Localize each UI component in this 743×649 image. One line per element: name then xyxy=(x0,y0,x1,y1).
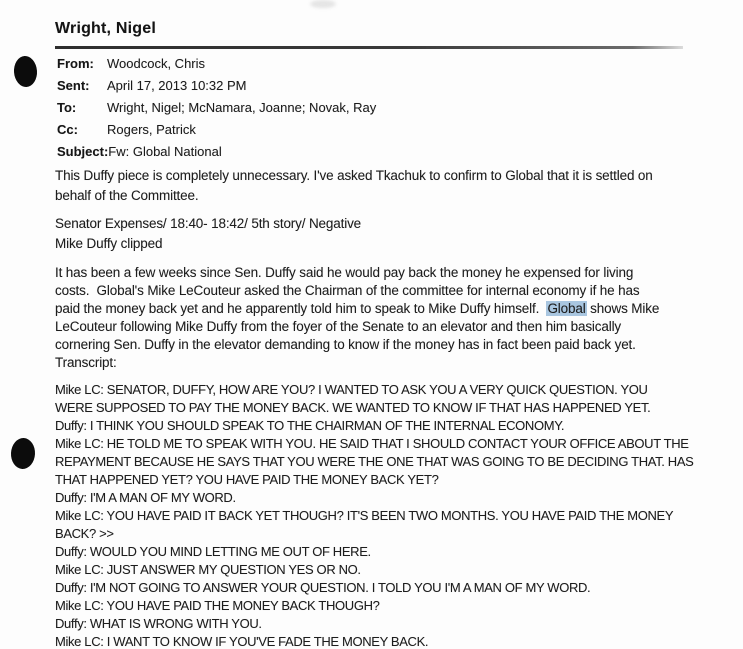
transcript-line: WERE SUPPOSED TO PAY THE MONEY BACK. WE WANTED TO KNOW IF THAT HAS HAPPENED YET. xyxy=(55,400,651,415)
transcript-line: REPAYMENT BECAUSE HE SAYS THAT YOU WERE THE ONE THAT WAS GOING TO BE DECIDING THAT. HAS xyxy=(55,454,694,469)
transcript-line: Duffy: I'M A MAN OF MY WORD. xyxy=(55,490,236,505)
field-value-from: Woodcock, Chris xyxy=(107,56,206,71)
title-divider xyxy=(55,46,683,49)
transcript-line: Duffy: I'M NOT GOING TO ANSWER YOUR QUESTION. I TOLD YOU I'M A MAN OF MY WORD. xyxy=(55,580,591,595)
field-value-sent: April 17, 2013 10:32 PM xyxy=(107,78,247,93)
transcript-line: Duffy: WHAT IS WRONG WITH YOU. xyxy=(55,616,262,631)
summary-line: Mike Duffy clipped xyxy=(55,235,163,251)
field-value-subject: Fw: Global National xyxy=(108,144,222,159)
highlighted-word: Global xyxy=(547,301,586,316)
field-label-sent: Sent: xyxy=(57,78,90,93)
report-line: Transcript: xyxy=(55,355,117,370)
intro-paragraph xyxy=(55,166,715,205)
transcript-line: Mike LC: I WANT TO KNOW IF YOU'VE FADE THE MONEY BACK. xyxy=(55,634,429,649)
scan-smudge xyxy=(310,0,336,8)
hole-punch-top xyxy=(13,55,38,88)
field-label-cc: Cc: xyxy=(57,122,78,137)
field-row-cc xyxy=(55,122,715,144)
transcript-line: Mike LC: HE TOLD ME TO SPEAK WITH YOU. HE SAID THAT I SHOULD CONTACT YOUR OFFICE ABOUT THE xyxy=(55,436,689,451)
transcript-line: Duffy: WOULD YOU MIND LETTING ME OUT OF HERE. xyxy=(55,544,371,559)
email-header xyxy=(55,56,715,166)
transcript-line: BACK? >> xyxy=(55,526,114,541)
hole-punch-bottom xyxy=(10,437,36,469)
transcript xyxy=(55,381,715,649)
summary-line: Senator Expenses/ 18:40- 18:42/ 5th story/ Negative xyxy=(55,216,362,231)
report-line: It has been a few weeks since Sen. Duffy said he would pay back the money he expensed for living xyxy=(55,265,634,280)
transcript-line: Mike LC: JUST ANSWER MY QUESTION YES OR NO. xyxy=(55,562,361,577)
story-summary xyxy=(55,214,715,253)
page-title: Wright, Nigel xyxy=(55,20,156,37)
transcript-line: Mike LC: YOU HAVE PAID IT BACK YET THOUGH? IT'S BEEN TWO MONTHS. YOU HAVE PAID THE MONEY xyxy=(55,508,674,523)
intro-line: This Duffy piece is completely unnecessary. I've asked Tkachuk to confirm to Global that it is settled on xyxy=(55,168,653,183)
report-line-post: shows Mike xyxy=(586,301,660,316)
field-row-sent xyxy=(55,78,715,100)
transcript-line: THAT HAPPENED YET? YOU HAVE PAID THE MONEY BACK YET? xyxy=(55,472,439,487)
intro-line: behalf of the Committee. xyxy=(55,187,199,203)
report-line: cornering Sen. Duffy in the elevator demanding to know if the money has in fact been paid back yet. xyxy=(55,337,636,352)
report-line: costs. Global's Mike LeCouteur asked the Chairman of the committee for internal economy if he has xyxy=(55,283,640,298)
report-line: LeCouteur following Mike Duffy from the foyer of the Senate to an elevator and then him basically xyxy=(55,319,622,334)
field-label-subject: Subject: xyxy=(57,144,109,159)
field-value-cc: Rogers, Patrick xyxy=(107,122,196,137)
field-row-to xyxy=(55,100,715,122)
field-row-from xyxy=(55,56,715,78)
report-paragraph xyxy=(55,264,715,372)
report-line-pre: paid the money back yet and he apparently told him to speak to Mike Duffy himself. xyxy=(55,301,547,316)
field-value-to: Wright, Nigel; McNamara, Joanne; Novak, Ray xyxy=(107,100,377,115)
field-label-to: To: xyxy=(57,100,77,115)
field-label-from: From: xyxy=(57,56,94,71)
transcript-line: Duffy: I THINK YOU SHOULD SPEAK TO THE CHAIRMAN OF THE INTERNAL ECONOMY. xyxy=(55,418,565,433)
document-content xyxy=(55,20,715,649)
report-line-with-highlight xyxy=(55,300,715,318)
transcript-line: Mike LC: SENATOR, DUFFY, HOW ARE YOU? I WANTED TO ASK YOU A VERY QUICK QUESTION. YOU xyxy=(55,382,648,397)
field-row-subject xyxy=(55,144,715,166)
transcript-line: Mike LC: YOU HAVE PAID THE MONEY BACK THOUGH? xyxy=(55,598,380,613)
